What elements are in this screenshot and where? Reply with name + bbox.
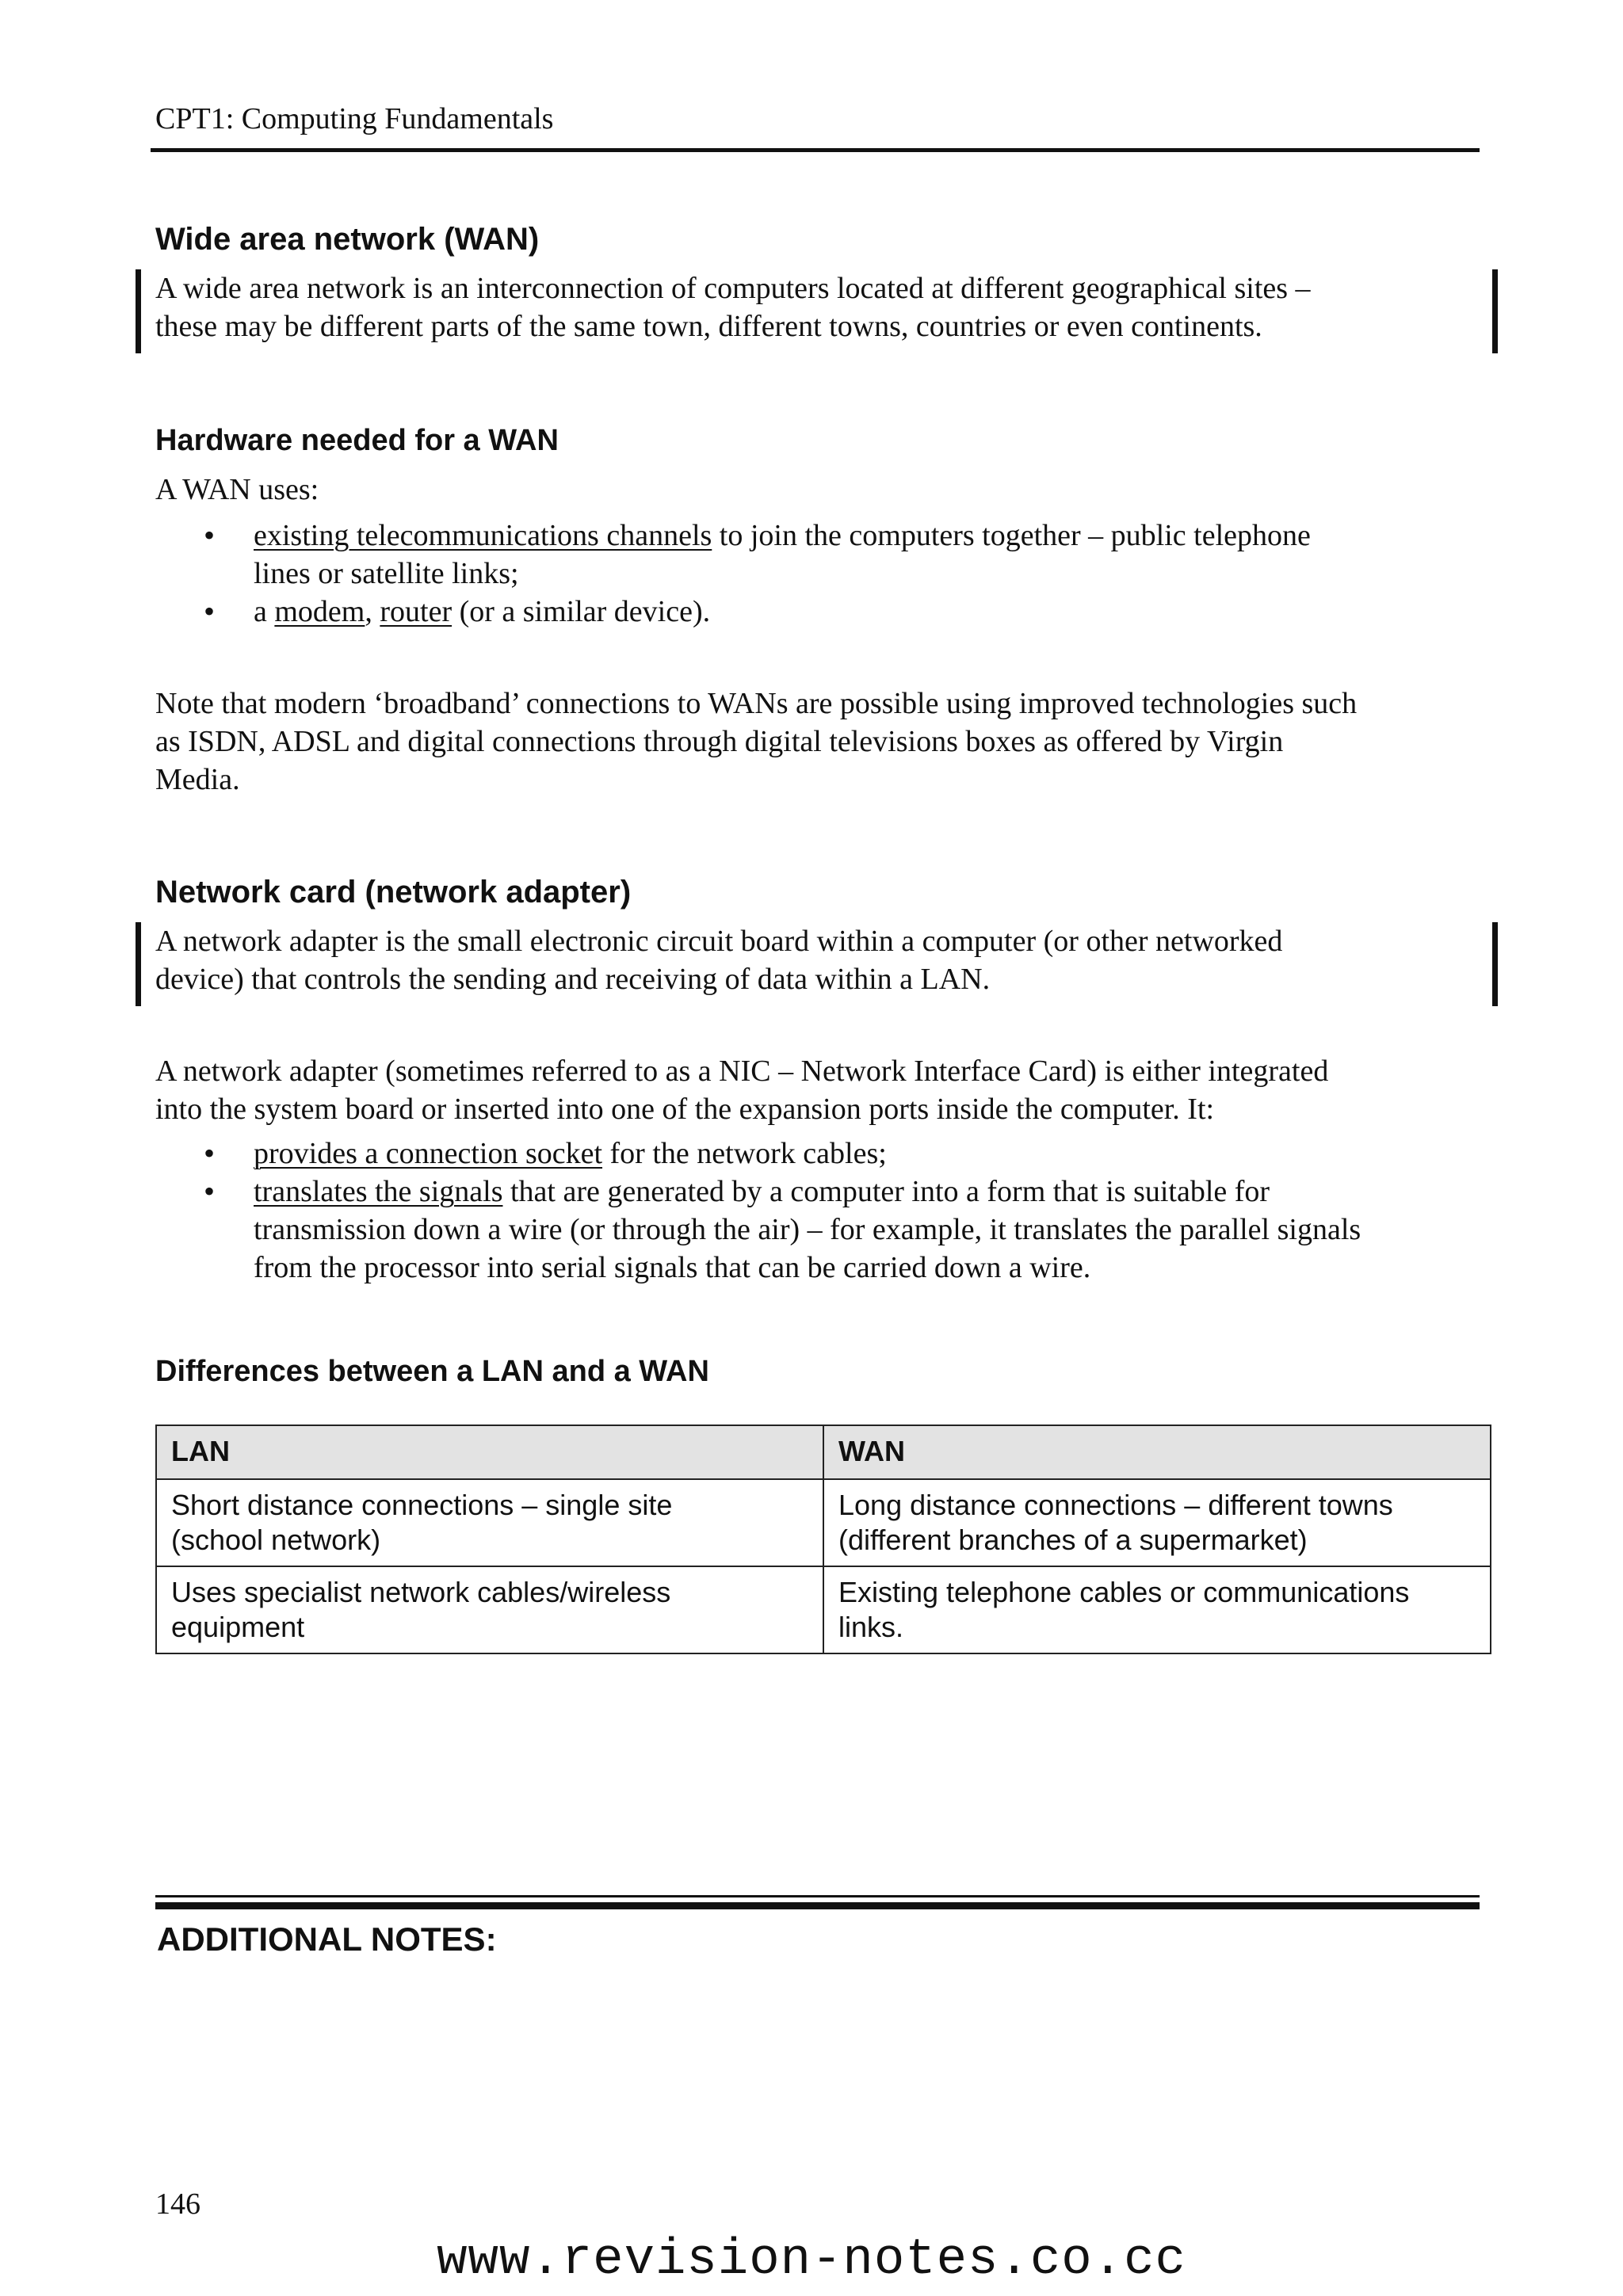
term-telecom-channels: existing telecommunications channels [254,519,712,552]
notes-rule-thick [155,1902,1480,1909]
network-adapter-definition: A network adapter is the small electronic circuit board within a computer (or other networked device) that controls the sending and receiving of data within a LAN. [155,925,1283,996]
list-item: • provides a connection socket for the network cables; [155,1135,1503,1173]
list-item: • existing telecommunications channels to join the computers together – public telephone lines or satellite links; [155,517,1495,593]
table-header-row [156,1425,1491,1479]
column-header-lan: LAN [156,1425,823,1479]
hardware-list [155,517,1495,631]
running-header: CPT1: Computing Fundamentals [155,102,554,135]
footer-website: www.revision-notes.co.cc [437,2232,1186,2289]
list-item: • translates the signals that are generated by a computer into a form that is suitable for transmission down a wire (or through the air) – for example, it translates the parallel signals from the processor into serial signals that can be carried down a wire. [155,1173,1503,1287]
table-cell: Short distance connections – single site (school network) [156,1479,823,1566]
hardware-heading: Hardware needed for a WAN [155,424,559,457]
term-router: router [380,595,453,628]
broadband-note: Note that modern ‘broadband’ connections to WANs are possible using improved technologies such as ISDN, ADSL and digital connections through digital televisions boxes as offered by Virgin Media. [155,687,1358,796]
table-cell: Existing telephone cables or communications links. [823,1566,1491,1653]
page-number: 146 [155,2187,200,2221]
term-translates-signals: translates the signals [254,1175,503,1208]
term-modem: modem [274,595,365,628]
change-bar-left [136,269,141,353]
additional-notes-heading: ADDITIONAL NOTES: [157,1920,497,1958]
header-rule [151,148,1480,152]
notes-rule-thin [155,1895,1480,1897]
hardware-intro: A WAN uses: [155,473,319,506]
column-header-wan: WAN [823,1425,1491,1479]
table-cell: Long distance connections – different towns (different branches of a supermarket) [823,1479,1491,1566]
table-row [156,1566,1491,1653]
table-cell: Uses specialist network cables/wireless equipment [156,1566,823,1653]
wan-definition: A wide area network is an interconnection of computers located at different geographical sites – these may be different parts of the same town, different towns, countries or even continents. [155,272,1311,343]
differences-heading: Differences between a LAN and a WAN [155,1355,709,1388]
list-item: • a modem, router (or a similar device). [155,593,1495,631]
network-card-list [155,1135,1503,1287]
term-connection-socket: provides a connection socket [254,1137,603,1170]
network-adapter-paragraph: A network adapter (sometimes referred to as a NIC – Network Interface Card) is either integrated into the system board or inserted into one of the expansion ports inside the computer. It: [155,1055,1329,1126]
wan-heading: Wide area network (WAN) [155,222,540,257]
table-row [156,1479,1491,1566]
change-bar-left [136,922,141,1006]
differences-table [155,1425,1491,1654]
network-card-heading: Network card (network adapter) [155,875,632,910]
